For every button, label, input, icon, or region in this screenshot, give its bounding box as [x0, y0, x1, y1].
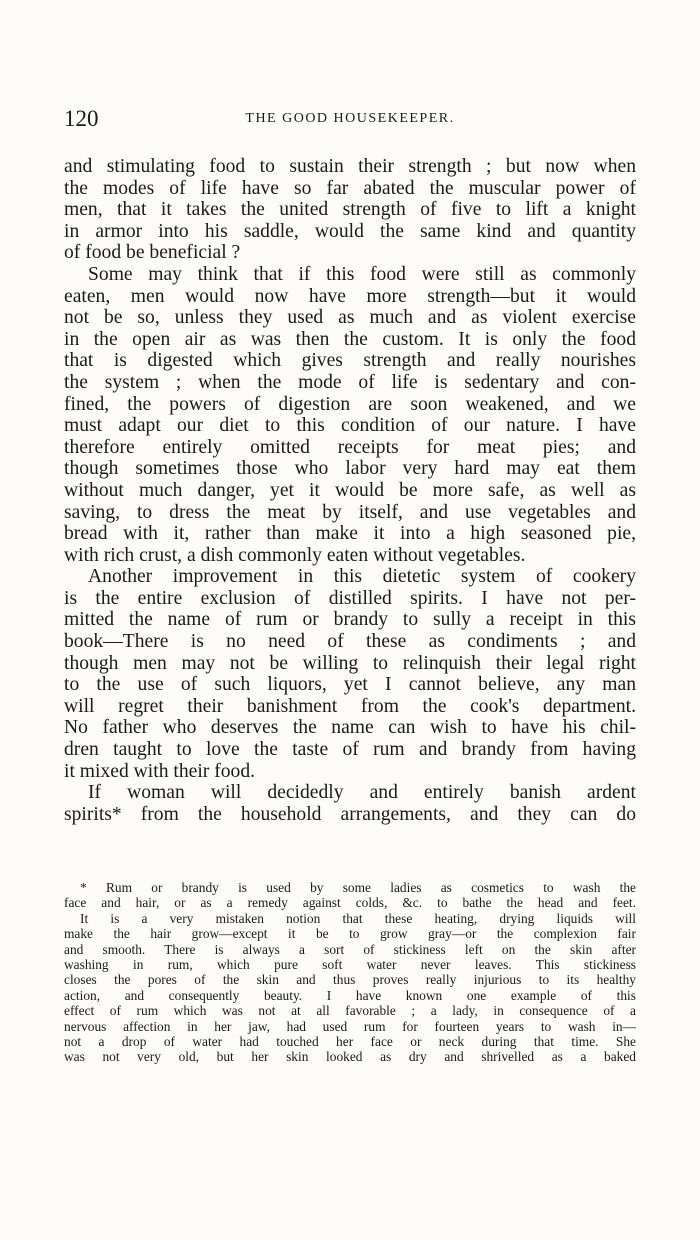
- body-line: eaten, men would now have more strength—but it would: [64, 285, 636, 307]
- body-text: [64, 156, 636, 825]
- body-line: No father who deserves the name can wish to have his chil-: [64, 717, 636, 739]
- footnote-line: face and hair, or as a remedy against colds, &c. to bathe the head and feet.: [64, 895, 636, 911]
- body-line: must adapt our diet to this condition of our nature. I have: [64, 415, 636, 437]
- footnote-line: action, and consequently beauty. I have known one example of this: [64, 987, 636, 1003]
- body-line: to the use of such liquors, yet I cannot believe, any man: [64, 674, 636, 696]
- footnote-line: not a drop of water had touched her face or neck during that time. She: [64, 1033, 636, 1049]
- body-line: Some may think that if this food were still as commonly: [88, 263, 636, 285]
- body-line: in armor into his saddle, would the same kind and quantity: [64, 220, 636, 242]
- body-line: not be so, unless they used as much and as violent exercise: [64, 307, 636, 329]
- footnote-line: closes the pores of the skin and thus proves really injurious to its healthy: [64, 972, 636, 988]
- body-line: the modes of life have so far abated the muscular power of: [64, 177, 636, 199]
- body-line: dren taught to love the taste of rum and brandy from having: [64, 739, 636, 761]
- body-line: that is digested which gives strength and really nourishes: [64, 350, 636, 372]
- footnote-line: It is a very mistaken notion that these heating, drying liquids will: [80, 910, 636, 926]
- body-line: is the entire exclusion of distilled spirits. I have not per-: [64, 587, 636, 609]
- footnote-line: make the hair grow—except it be to grow gray—or the complexion fair: [64, 926, 636, 942]
- body-line: will regret their banishment from the cook's department.: [64, 695, 636, 717]
- body-line: mitted the name of rum or brandy to sully a receipt in this: [64, 609, 636, 631]
- body-line: fined, the powers of digestion are soon weakened, and we: [64, 393, 636, 415]
- footnote-line: * Rum or brandy is used by some ladies as cosmetics to wash the: [80, 880, 636, 895]
- footnote-line: was not very old, but her skin looked as dry and shrivelled as a baked: [64, 1049, 636, 1065]
- body-line: book—There is no need of these as condiments ; and: [64, 631, 636, 653]
- page-number: 120: [64, 106, 99, 131]
- footnote-line: effect of rum which was not at all favorable ; a lady, in consequence of a: [64, 1003, 636, 1019]
- body-line: Another improvement in this dietetic system of cookery: [88, 566, 636, 588]
- body-line: in the open air as was then the custom. It is only the food: [64, 328, 636, 350]
- body-line: men, that it takes the united strength of five to lift a knight: [64, 199, 636, 221]
- body-line: and stimulating food to sustain their strength ; but now when: [64, 156, 636, 177]
- footnotes: [64, 880, 636, 1065]
- body-line: it mixed with their food.: [64, 760, 256, 782]
- page-header: [64, 106, 636, 136]
- body-line: bread with it, rather than make it into a high seasoned pie,: [64, 523, 636, 545]
- body-line: without much danger, yet it would be more safe, as well as: [64, 479, 636, 501]
- body-line: though men may not be willing to relinquish their legal right: [64, 652, 636, 674]
- body-line: the system ; when the mode of life is sedentary and con-: [64, 371, 636, 393]
- body-line: of food be beneficial ?: [64, 242, 241, 264]
- footnote-line: nervous affection in her jaw, had used rum for fourteen years to wash in—: [64, 1018, 636, 1034]
- body-line: with rich crust, a dish commonly eaten without vegetables.: [64, 544, 526, 566]
- running-head: THE GOOD HOUSEKEEPER.: [245, 111, 455, 126]
- body-line: If woman will decidedly and entirely banish ardent: [88, 782, 636, 804]
- body-line: saving, to dress the meat by itself, and use vegetables and: [64, 501, 636, 523]
- body-line: though sometimes those who labor very hard may eat them: [64, 458, 636, 480]
- footnote-line: and smooth. There is always a sort of stickiness left on the skin after: [64, 941, 636, 957]
- body-line: spirits* from the household arrangements, and they can do: [64, 803, 636, 825]
- footnote-line: washing in rum, which pure soft water never leaves. This stickiness: [64, 956, 636, 972]
- body-line: therefore entirely omitted receipts for meat pies; and: [64, 436, 636, 458]
